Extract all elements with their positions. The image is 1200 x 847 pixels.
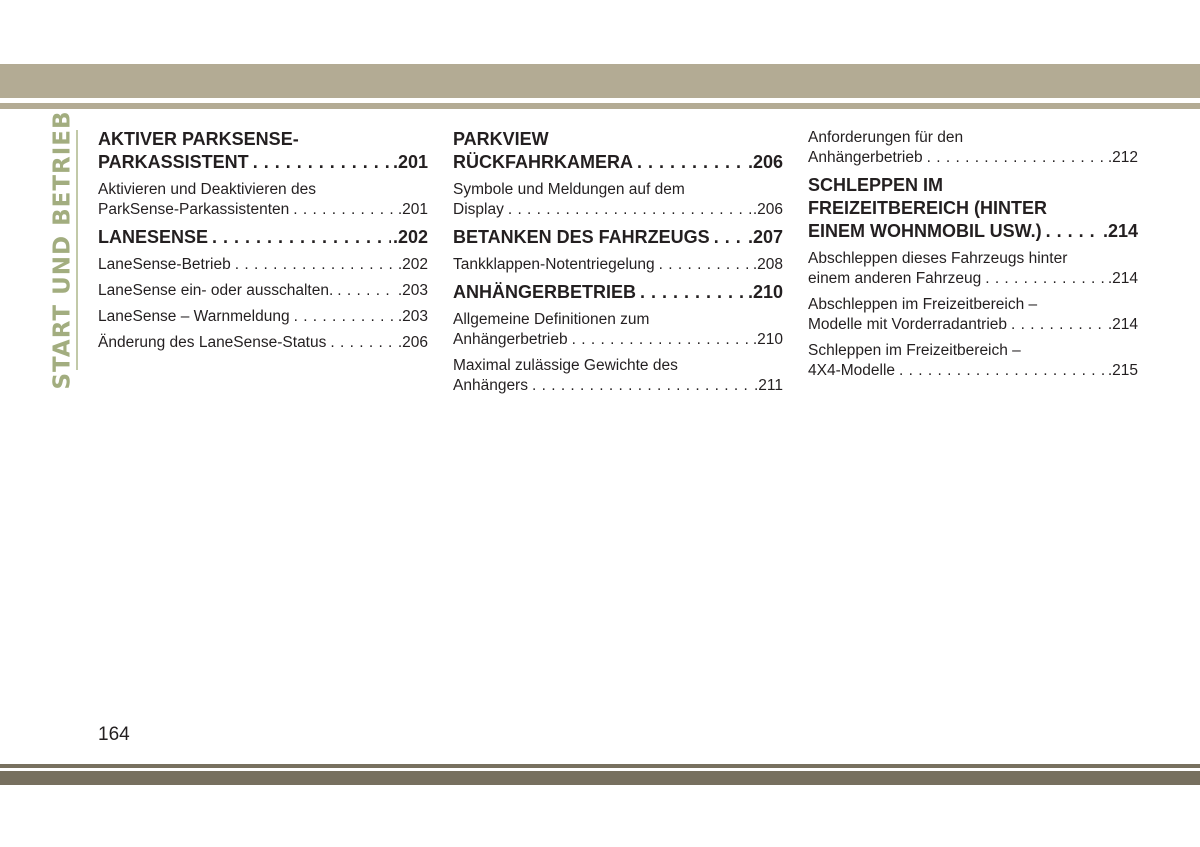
toc-page-ref: .203 <box>397 282 428 299</box>
toc-entry-title: LANESENSE <box>98 227 209 247</box>
dot-leader <box>1046 220 1101 243</box>
toc-entry-title: AKTIVER PARKSENSE- <box>98 129 299 149</box>
footer-rule <box>0 764 1200 768</box>
toc-entry-title: Maximal zulässige Gewichte des <box>453 357 678 374</box>
toc-entry[interactable] <box>98 255 428 275</box>
toc-page-ref: .202 <box>392 227 428 247</box>
dot-leader <box>235 255 396 275</box>
dot-leader <box>572 330 751 350</box>
toc-entry-title: Aktivieren und Deaktivieren des <box>98 181 316 198</box>
toc-page-ref: .208 <box>752 256 783 273</box>
toc-entry-title: PARKASSISTENT <box>98 152 249 172</box>
toc-column-3 <box>808 128 1138 387</box>
toc-page-ref: .206 <box>397 334 428 351</box>
toc-page-ref: .201 <box>392 152 428 172</box>
chapter-title: START UND BETRIEB <box>50 110 77 390</box>
dot-leader <box>508 200 751 220</box>
toc-page-ref: .214 <box>1107 316 1138 333</box>
toc-entry-title: FREIZEITBEREICH (HINTER <box>808 198 1048 218</box>
dot-leader <box>294 307 396 327</box>
dot-leader <box>637 151 746 174</box>
dot-leader <box>659 255 751 275</box>
dot-leader <box>337 281 396 301</box>
toc-page-ref: .206 <box>747 152 783 172</box>
page-number: 164 <box>98 724 130 745</box>
toc-entry[interactable] <box>808 128 1138 168</box>
toc-page-ref: .210 <box>747 282 783 302</box>
toc-page-ref: .212 <box>1107 149 1138 166</box>
header-band <box>0 64 1200 98</box>
toc-column-2 <box>453 128 783 402</box>
toc-section-heading[interactable] <box>98 128 428 174</box>
dot-leader <box>330 333 395 353</box>
toc-entry-title: LaneSense-Betrieb <box>98 256 231 273</box>
header-rule <box>0 103 1200 109</box>
toc-entry-title: Änderung des LaneSense-Status <box>98 334 327 351</box>
toc-entry[interactable] <box>453 180 783 220</box>
toc-entry-title: RÜCKFAHRKAMERA <box>453 152 633 172</box>
toc-entry-title: Anhängerbetrieb <box>453 331 568 348</box>
toc-entry-title: einem anderen Fahrzeug <box>808 270 982 287</box>
dot-leader <box>1011 315 1106 335</box>
dot-leader <box>293 200 396 220</box>
chapter-side-tab <box>48 110 78 390</box>
toc-entry[interactable] <box>98 180 428 220</box>
toc-entry-title: Modelle mit Vorderradantrieb <box>808 316 1008 333</box>
toc-entry-title: Schleppen im Freizeitbereich – <box>808 342 1021 359</box>
toc-page-ref: .210 <box>752 331 783 348</box>
toc-entry-title: SCHLEPPEN IM <box>808 175 944 195</box>
toc-entry-title: BETANKEN DES FAHRZEUGS <box>453 227 710 247</box>
toc-page-ref: .206 <box>752 201 783 218</box>
toc-entry[interactable] <box>808 295 1138 335</box>
toc-entry-title: Abschleppen dieses Fahrzeugs hinter <box>808 250 1068 267</box>
toc-section-heading[interactable] <box>98 226 428 249</box>
toc-entry-title: Tankklappen-Notentriegelung <box>453 256 655 273</box>
toc-page-ref: .207 <box>747 227 783 247</box>
toc-page-ref: .214 <box>1102 221 1138 241</box>
toc-entry[interactable] <box>98 281 428 301</box>
dot-leader <box>253 151 391 174</box>
toc-entry-title: PARKVIEW <box>453 129 549 149</box>
toc-entry-title: Anforderungen für den <box>808 129 964 146</box>
toc-entry[interactable] <box>453 310 783 350</box>
toc-page-ref: .201 <box>397 201 428 218</box>
toc-page-ref: .215 <box>1107 362 1138 379</box>
toc-entry-title: Anhängerbetrieb <box>808 149 923 166</box>
dot-leader <box>212 226 391 249</box>
toc-entry-title: Symbole und Meldungen auf dem <box>453 181 685 198</box>
toc-entry-title: LaneSense ein- oder ausschalten. <box>98 282 334 299</box>
toc-entry[interactable] <box>98 333 428 353</box>
toc-page-ref: .211 <box>753 377 783 394</box>
dot-leader <box>714 226 746 249</box>
dot-leader <box>985 269 1106 289</box>
toc-entry-title: EINEM WOHNMOBIL USW.) <box>808 221 1042 241</box>
footer-band <box>0 771 1200 785</box>
toc-page-ref: .214 <box>1107 270 1138 287</box>
toc-column-1 <box>98 128 428 359</box>
toc-page-ref: .202 <box>397 256 428 273</box>
dot-leader <box>927 148 1106 168</box>
toc-section-heading[interactable] <box>453 128 783 174</box>
toc-entry[interactable] <box>98 307 428 327</box>
toc-entry-title: 4X4-Modelle <box>808 362 896 379</box>
side-tab-rule <box>76 130 78 370</box>
toc-entry-title: Allgemeine Definitionen zum <box>453 311 650 328</box>
toc-entry-title: Display <box>453 201 504 218</box>
toc-entry-title: ANHÄNGERBETRIEB <box>453 282 637 302</box>
dot-leader <box>899 361 1106 381</box>
toc-entry-title: Abschleppen im Freizeitbereich – <box>808 296 1038 313</box>
toc-entry[interactable] <box>453 255 783 275</box>
toc-section-heading[interactable] <box>808 174 1138 243</box>
toc-entry[interactable] <box>453 356 783 396</box>
toc-entry-title: LaneSense – Warnmeldung <box>98 308 290 325</box>
toc-entry[interactable] <box>808 249 1138 289</box>
toc-section-heading[interactable] <box>453 281 783 304</box>
toc-entry[interactable] <box>808 341 1138 381</box>
dot-leader <box>640 281 746 304</box>
toc-page-ref: .203 <box>397 308 428 325</box>
dot-leader <box>532 376 752 396</box>
toc-section-heading[interactable] <box>453 226 783 249</box>
toc-entry-title: ParkSense-Parkassistenten <box>98 201 290 218</box>
toc-entry-title: Anhängers <box>453 377 528 394</box>
